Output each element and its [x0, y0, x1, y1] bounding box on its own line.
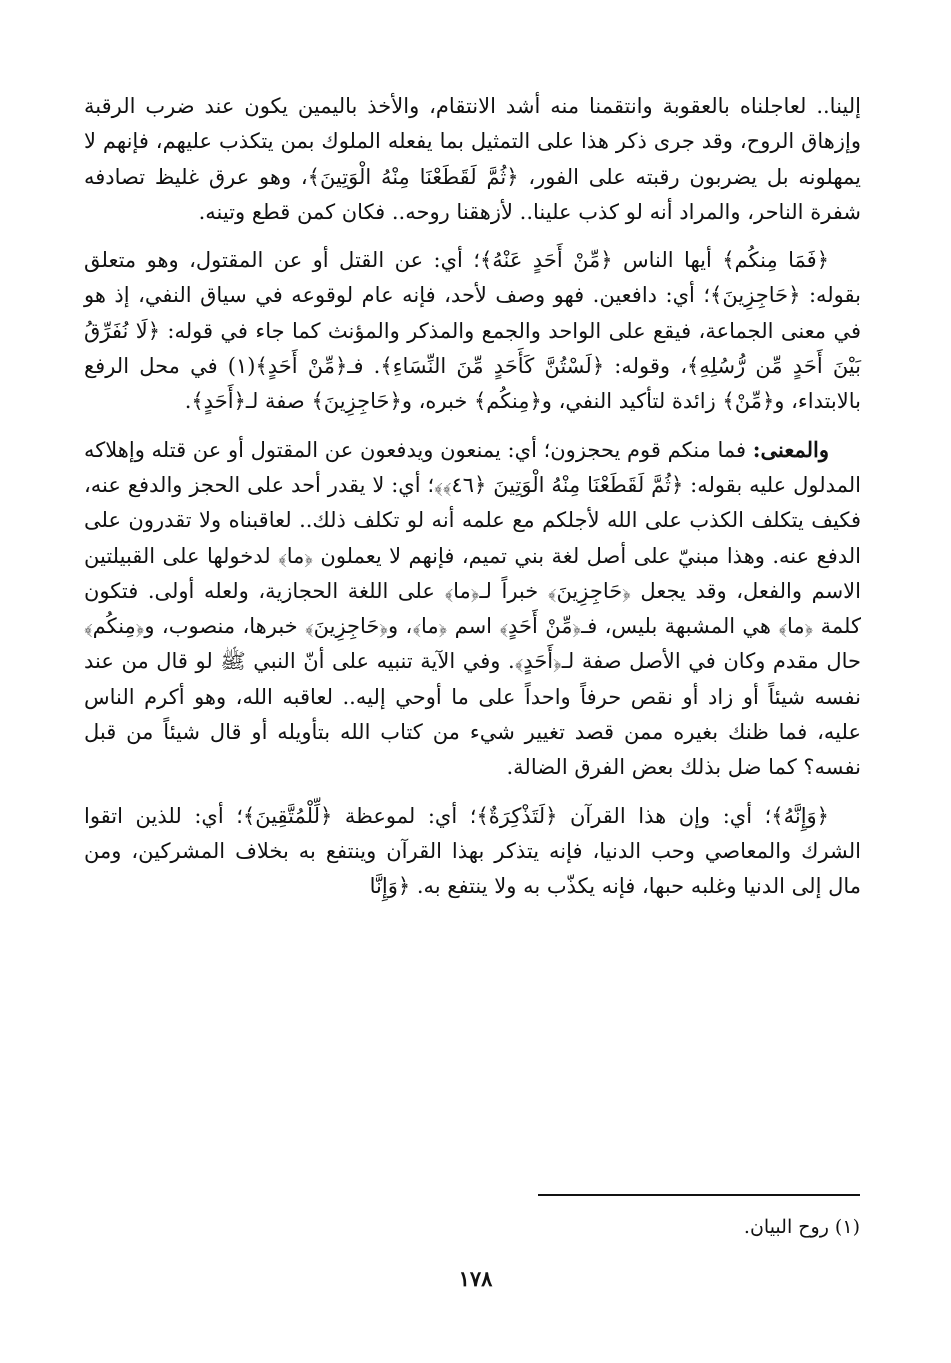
page-number: ١٧٨ [458, 1266, 493, 1291]
paragraph-text: إلينا.. لعاجلناه بالعقوبة وانتقمنا منه أشد الانتقام، والأخذ باليمين يكون عند ضرب الرقبة وإزهاق الروح، وقد جرى ذكر هذا على التمثيل بما يفعله الملوك بمن يتكذب عليهم، فإنهم لا يمهلونه بل يضربون رقبته على الفور، ﴿ثُمَّ لَقَطَعْنَا مِنْهُ الْوَتِينَ﴾، وهو عرق غليظ تصادفه شفرة الناحر، والمراد أنه لو كذب علينا.. لأزهقنا روحه.. فكان كمن قطع وتينه. [84, 94, 861, 224]
paragraph-text: فما منكم قوم يحجزون؛ أي: يمنعون ويدفعون عن المقتول أو عن قتله وإهلاكه المدلول عليه بقوله: ﴿ثُمَّ لَقَطَعْنَا مِنْهُ الْوَتِينَ ﴿٤٦﴾﴾؛ أي: لا يقدر أحد على الحجز والدفع عنه، فكيف يتكلف الكذب على الله لأجلكم مع علمه أنه لو تكلف ذلك.. لعاقبناه ولا تقدرون على الدفع عنه. وهذا مبنيّ على أصل لغة بني تميم، فإنهم لا يعملون ﴿ما﴾ لدخولها على القبيلتين الاسم والفعل، وقد يجعل ﴿حَاجِزِينَ﴾ خبراً لـ﴿ما﴾ على اللغة الحجازية، ولعله أولى. فتكون كلمة ﴿ما﴾ هي المشبهة بليس، فـ﴿مِّنْ أَحَدٍ﴾ اسم ﴿ما﴾، و﴿حَاجِزِينَ﴾ خبرها، منصوب، و﴿مِنكُم﴾ حال مقدم وكان في الأصل صفة لـ﴿أَحَدٍ﴾. وفي الآية تنبيه على أنّ النبي ﷺ لو قال من عند نفسه شيئاً أو زاد أو نقص حرفاً واحداً على ما أوحي إليه.. لعاقبه الله، وهو أكرم الناس عليه، فما ظنك بغيره ممن قصد تغيير شيء من كتاب الله بتأويله أو قال شيئاً من قبل نفسه؟ كما ضل بذلك بعض الفرق الضالة. [84, 437, 862, 780]
paragraph-lead: والمعنى: [752, 436, 829, 462]
footnote: (١) روح البيان. [743, 1216, 860, 1238]
footnote-divider [538, 1194, 860, 1196]
paragraph-text: ﴿فَمَا مِنكُم﴾ أيها الناس ﴿مِّنْ أَحَدٍ عَنْهُ﴾؛ أي: عن القتل أو عن المقتول، وهو متعلق بقوله: ﴿حَاجِزِينَ﴾؛ أي: دافعين. فهو وصف لأحد، فإنه عام لوقوعه في سياق النفي، إذ هو في معنى الجماعة، فيقع على الواحد والجمع والمذكر والمؤنث كما جاء في قوله: ﴿لَا نُفَرِّقُ بَيْنَ أَحَدٍ مِّن رُّسُلِهِ﴾، وقوله: ﴿لَسْتُنَّ كَأَحَدٍ مِّنَ النِّسَاءِ﴾. فـ﴿مِّنْ أَحَدٍ﴾(١) في محل الرفع بالابتداء، و﴿مِّنْ﴾ زائدة لتأكيد النفي، و﴿مِنكُم﴾ خبره، و﴿حَاجِزِينَ﴾ صفة لـ﴿أَحَدٍ﴾. [84, 248, 861, 414]
page-body [84, 88, 861, 905]
paragraph-text: ﴿وَإِنَّهُ﴾؛ أي: وإن هذا القرآن ﴿لَتَذْكِرَةٌ﴾؛ أي: لموعظة ﴿لِّلْمُتَّقِينَ﴾؛ أي: للذين اتقوا الشرك والمعاصي وحب الدنيا، فإنه يتذكر بهذا القرآن وينتفع به بخلاف المشركين، ومن مال إلى الدنيا وغلبه حبها، فإنه يكذّب به ولا ينتفع به. ﴿وَإِنَّا [84, 803, 861, 899]
paragraph [84, 242, 861, 419]
paragraph [84, 798, 861, 905]
paragraph [84, 88, 861, 230]
paragraph [84, 432, 861, 786]
